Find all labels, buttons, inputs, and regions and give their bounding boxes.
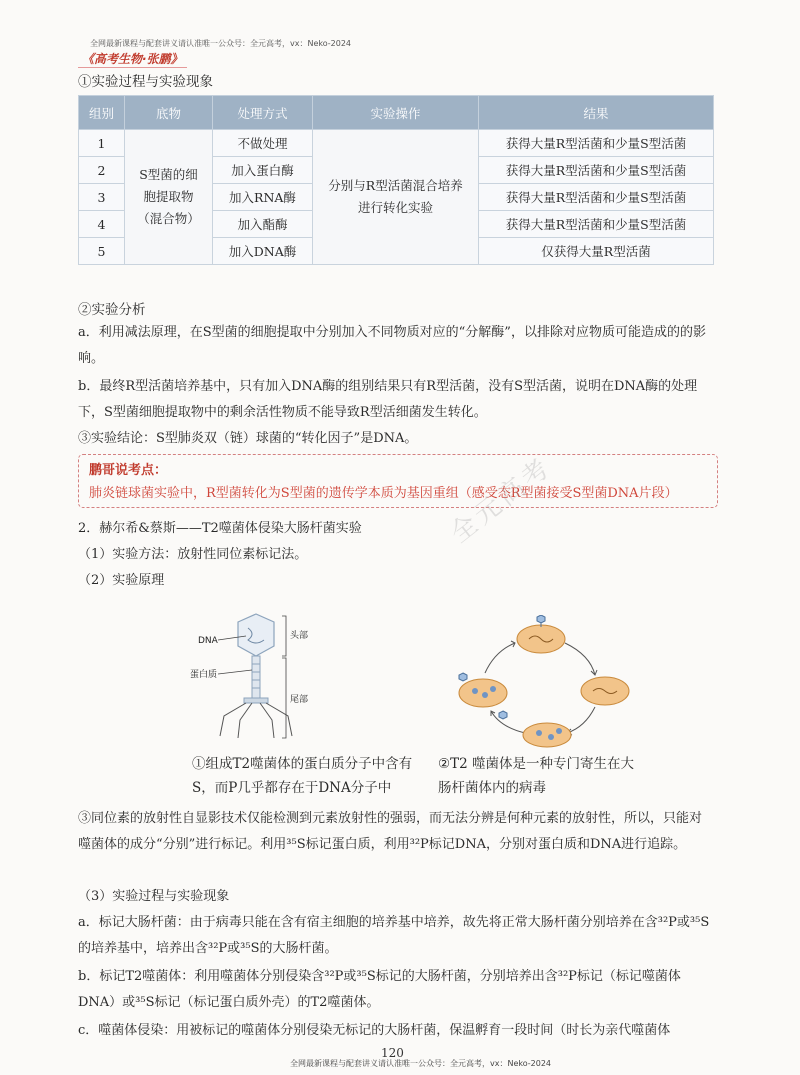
header-result: 结果 bbox=[479, 96, 714, 130]
cell-treatment: 不做处理 bbox=[213, 130, 313, 157]
header-watermark: 全网最新课程与配套讲义请认准唯一公众号：全元高考，vx：Neko-2024 bbox=[90, 39, 352, 48]
experiment-table bbox=[78, 95, 714, 265]
cell-treatment: 加入蛋白酶 bbox=[213, 157, 313, 184]
cell-result: 获得大量R型活菌和少量S型活菌 bbox=[479, 130, 714, 157]
section1-title: ①实验过程与实验现象 bbox=[78, 74, 213, 90]
bacterium-cell-icon bbox=[581, 677, 629, 705]
keypoint-text: 肺炎链球菌实验中，R型菌转化为S型菌的遗传学本质为基因重组（感受态R型菌接受S型菌DNA片段） bbox=[89, 486, 678, 501]
bacterium-cell-icon bbox=[517, 625, 565, 653]
cell-group: 4 bbox=[79, 211, 125, 238]
analysis-b: b．最终R型活菌培养基中，只有加入DNA酶的组别结果只有R型活菌，没有S型活菌，说明在DNA酶的处理下，S型菌细胞提取物中的剩余活性物质不能导致R型活细菌发生转化。 bbox=[78, 379, 698, 420]
cell-operation bbox=[313, 130, 479, 265]
figure2-caption-line: ②T2 噬菌体是一种专门寄生在大 bbox=[438, 756, 634, 772]
cell-treatment: 加入酯酶 bbox=[213, 211, 313, 238]
page-number: 120 bbox=[381, 1046, 404, 1060]
principle-line: （2）实验原理 bbox=[78, 573, 165, 588]
section3-title: （3）实验过程与实验现象 bbox=[78, 889, 230, 904]
phage-head-icon bbox=[238, 614, 274, 656]
label-protein: 蛋白质 bbox=[190, 670, 218, 680]
method-line: （1）实验方法：放射性同位素标记法。 bbox=[78, 547, 308, 562]
substrate-line: （混合物） bbox=[137, 211, 200, 226]
brand-tag: 《高考生物·张鹏》 bbox=[78, 50, 187, 68]
conclusion: ③实验结论：S型肺炎双（链）球菌的“转化因子”是DNA。 bbox=[78, 431, 418, 446]
analysis-a: a．利用减法原理，在S型菌的细胞提取中分别加入不同物质对应的“分解酶”，以排除对应物质可能造成的的影响。 bbox=[78, 325, 706, 366]
section2-title: ②实验分析 bbox=[78, 302, 146, 318]
cell-result: 获得大量R型活菌和少量S型活菌 bbox=[479, 184, 714, 211]
label-dna: DNA bbox=[198, 636, 218, 646]
cell-group: 2 bbox=[79, 157, 125, 184]
footer-watermark: 全网最新课程与配套讲义请认准唯一公众号：全元高考，vx：Neko-2024 bbox=[290, 1059, 552, 1068]
label-head: 头部 bbox=[290, 631, 309, 641]
cell-result: 获得大量R型活菌和少量S型活菌 bbox=[479, 211, 714, 238]
cell-group: 1 bbox=[79, 130, 125, 157]
infection-cycle-figure bbox=[455, 615, 635, 750]
header-treatment: 处理方式 bbox=[213, 96, 313, 130]
cell-treatment: 加入RNA酶 bbox=[213, 184, 313, 211]
figure1-caption-line: ①组成T2噬菌体的蛋白质分子中含有 bbox=[192, 756, 413, 772]
bacterium-cell-icon bbox=[523, 723, 571, 747]
phage-structure-figure bbox=[190, 612, 340, 747]
operation-line: 分别与R型活菌混合培养 bbox=[328, 178, 463, 193]
figure1-caption-line: S，而P几乎都存在于DNA分子中 bbox=[192, 780, 392, 796]
isotope-paragraph: ③同位素的放射性自显影技术仅能检测到元素放射性的强弱，而无法分辨是何种元素的放射性，所以，只能对噬菌体的成分“分别”进行标记。利用³⁵S标记蛋白质，利用³²P标记DNA，分别对蛋白质和DNA进行追踪。 bbox=[78, 811, 703, 852]
keypoint-title: 鹏哥说考点： bbox=[89, 463, 168, 478]
cell-group: 5 bbox=[79, 238, 125, 265]
header-operation: 实验操作 bbox=[313, 96, 479, 130]
table-row bbox=[79, 130, 714, 157]
cell-group: 3 bbox=[79, 184, 125, 211]
substrate-line: 胞提取物 bbox=[143, 189, 194, 204]
figure2-caption-line: 肠杆菌体内的病毒 bbox=[438, 780, 546, 796]
diagonal-watermark: 全元高考 bbox=[445, 451, 559, 550]
header-substrate: 底物 bbox=[125, 96, 213, 130]
bacterium-cell-icon bbox=[459, 679, 507, 707]
header-group: 组别 bbox=[79, 96, 125, 130]
step-c: c．噬菌体侵染：用被标记的噬菌体分别侵染无标记的大肠杆菌，保温孵育一段时间（时长为亲代噬菌体 bbox=[78, 1023, 671, 1038]
substrate-line: S型菌的细 bbox=[139, 167, 198, 182]
hershey-title: 2．赫尔希&蔡斯——T2噬菌体侵染大肠杆菌实验 bbox=[78, 521, 362, 536]
label-tail: 尾部 bbox=[290, 695, 309, 705]
operation-line: 进行转化实验 bbox=[357, 200, 433, 215]
step-b: b．标记T2噬菌体：利用噬菌体分别侵染含³²P或³⁵S标记的大肠杆菌，分别培养出含³²P标记（标记噬菌体DNA）或³⁵S标记（标记蛋白质外壳）的T2噬菌体。 bbox=[78, 969, 681, 1010]
cell-result: 获得大量R型活菌和少量S型活菌 bbox=[479, 157, 714, 184]
keypoint-box bbox=[78, 454, 718, 508]
cell-treatment: 加入DNA酶 bbox=[213, 238, 313, 265]
cell-substrate bbox=[125, 130, 213, 265]
figure1-caption bbox=[192, 752, 412, 800]
cell-result: 仅获得大量R型活菌 bbox=[479, 238, 714, 265]
figure2-caption bbox=[438, 752, 634, 800]
step-a: a．标记大肠杆菌：由于病毒只能在含有宿主细胞的培养基中培养，故先将正常大肠杆菌分别培养在含³²P或³⁵S的培养基中，培养出含³²P或³⁵S的大肠杆菌。 bbox=[78, 915, 710, 956]
phage-tail-icon bbox=[220, 656, 292, 738]
